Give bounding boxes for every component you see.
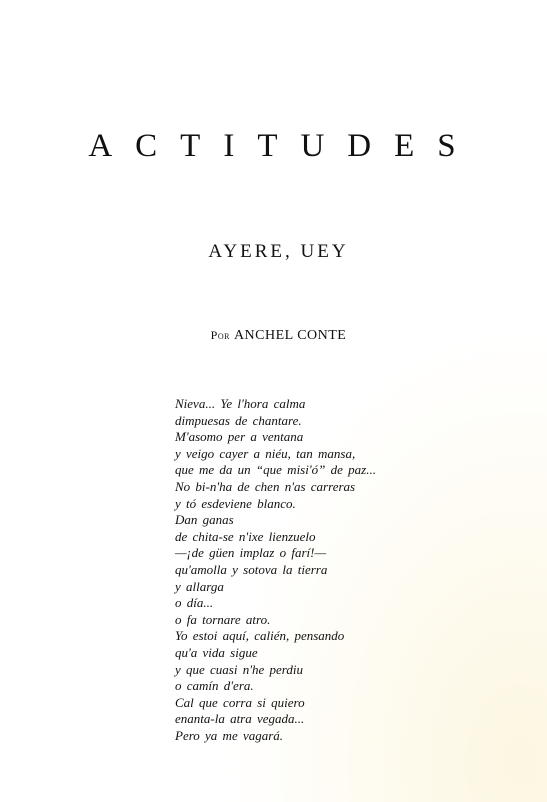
poem-line: y que cuasi n'he perdiu <box>175 661 303 677</box>
poem-line: dimpuesas de chantare. <box>175 412 302 428</box>
poem-line: Nieva... Ye l'hora calma <box>175 396 306 411</box>
poem-line: de chita-se n'ixe lienzuelo <box>175 528 316 544</box>
poem-line: Dan ganas <box>175 512 234 528</box>
poem-line: o día... <box>175 595 214 611</box>
poem-line: Yo estoi aquí, calién, pensando <box>175 628 345 644</box>
byline-prefix: Por <box>210 328 230 342</box>
poem-line: qu'amolla y sotova la tierra <box>175 561 328 577</box>
poem-body <box>175 396 515 744</box>
author-name: ANCHEL CONTE <box>233 328 347 343</box>
poem-line: o camín d'era. <box>175 678 254 694</box>
poem-line: y tó esdeviene blanco. <box>175 495 296 511</box>
poem-line: y allarga <box>175 578 224 594</box>
poem-line: y veigo cayer a niéu, tan mansa, <box>175 445 356 461</box>
section-title: ACTITUDES <box>88 128 479 164</box>
poem-line: enanta-la atra vegada... <box>175 711 305 727</box>
poem-line: qu'a vida sigue <box>175 644 258 660</box>
poem-line: —¡de güen implaz o farí!— <box>175 545 326 561</box>
poem-title: AYERE, UEY <box>208 241 349 262</box>
poem-line: Pero ya me vagará. <box>175 727 284 743</box>
poem-line: o fa tornare atro. <box>175 611 271 627</box>
byline <box>0 326 547 345</box>
poem-line: No bi-n'ha de chen n'as carreras <box>175 478 356 494</box>
poem-line: Cal que corra si quiero <box>175 694 305 710</box>
poem-line: M'asomo per a ventana <box>175 429 304 445</box>
poem-line: que me da un “que misi'ó” de paz... <box>175 462 376 478</box>
